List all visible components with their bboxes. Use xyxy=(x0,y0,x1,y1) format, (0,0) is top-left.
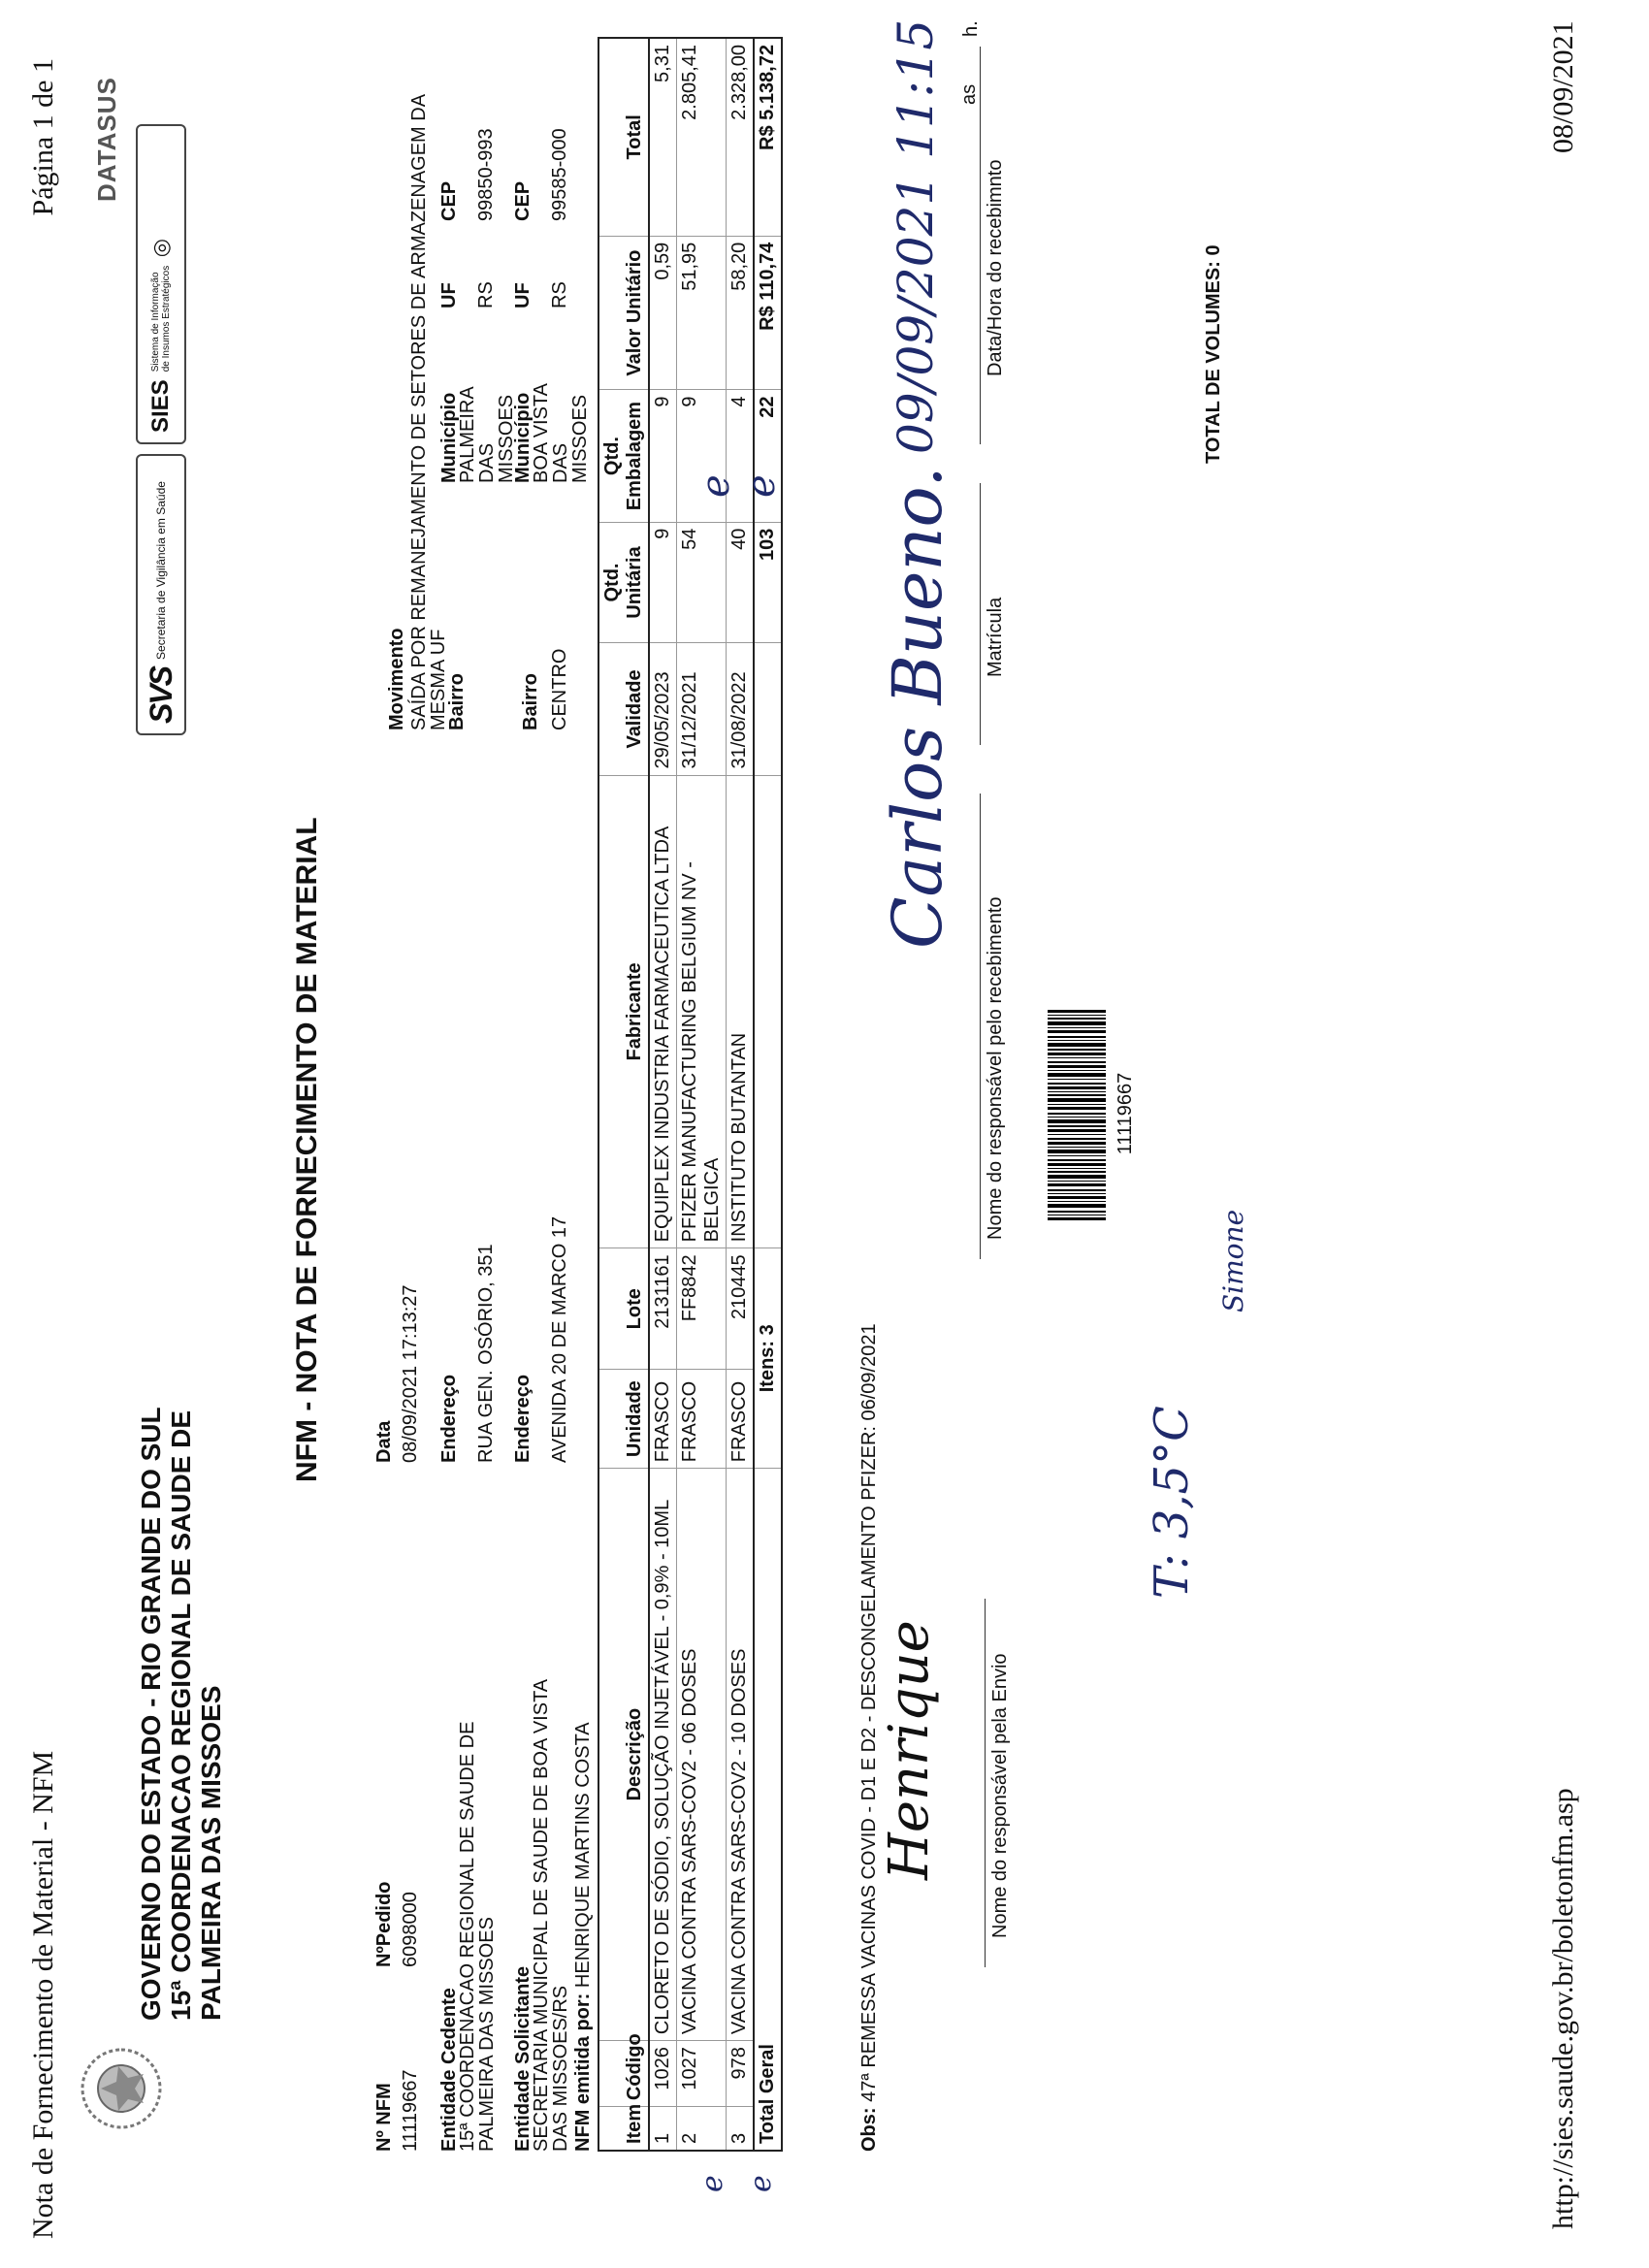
emitida-por xyxy=(572,1722,595,2152)
cell-item: 2 xyxy=(677,2107,727,2151)
handwritten-mark: e xyxy=(694,474,738,498)
movimento-label: Movimento xyxy=(386,628,407,730)
total-empty-cell xyxy=(754,775,782,1248)
barcode xyxy=(1048,1007,1137,1220)
table-row xyxy=(677,38,727,2151)
svs-logo-text: Secretaria de Vigilância em Saúde xyxy=(153,481,168,660)
cell-total: 5,31 xyxy=(649,38,677,236)
col-descricao: Descrição xyxy=(598,1469,649,2041)
data-value: 08/09/2021 17:13:27 xyxy=(400,1284,421,1463)
temperature-handwritten: T: 3,5°C xyxy=(1145,1406,1199,1599)
cell-total: 2.328,00 xyxy=(727,38,755,236)
cell-descricao: VACINA CONTRA SARS-COV2 - 06 DOSES xyxy=(677,1469,727,2041)
barcode-bars xyxy=(1048,1007,1106,1220)
col-item: Item xyxy=(598,2107,649,2151)
cell-qtd-embalagem: 9 xyxy=(677,390,727,522)
recebimento-signature-line xyxy=(980,794,981,1259)
doc-title: Nota de Fornecimento de Material - NFM xyxy=(27,1750,59,2239)
handwritten-mark: e xyxy=(695,2175,729,2192)
cell-unidade: FRASCO xyxy=(677,1370,727,1469)
col-validade: Validade xyxy=(598,643,649,775)
table-header-row xyxy=(598,38,649,2151)
solicitante-cep-label: CEP xyxy=(512,180,534,221)
cedente-bairro-label: Bairro xyxy=(446,673,468,730)
cell-codigo: 1026 xyxy=(649,2041,677,2107)
envio-label: Nome do responsável pela Envio xyxy=(989,1653,1011,1938)
cedente-uf-label: UF xyxy=(438,282,460,308)
emitida-label: NFM emitida por: xyxy=(572,1993,594,2152)
envio-signature-line xyxy=(985,1599,986,1967)
col-lote: Lote xyxy=(598,1248,649,1370)
cell-unidade: FRASCO xyxy=(727,1370,755,1469)
cedente-uf: RS xyxy=(475,281,497,308)
cell-fabricante: EQUIPLEX INDUSTRIA FARMACEUTICA LTDA xyxy=(649,775,677,1248)
handwritten-mark: e xyxy=(739,474,784,498)
sies-logo-text: Sistema de Informação de Insumos Estratégicos xyxy=(150,265,172,373)
cell-codigo: 978 xyxy=(727,2041,755,2107)
cell-valor-unitario: 0,59 xyxy=(649,236,677,390)
solicitante-uf: RS xyxy=(549,281,570,308)
table-row xyxy=(649,38,677,2151)
page-indicator: Página 1 de 1 xyxy=(27,58,59,216)
solicitante-label: Entidade Solicitante xyxy=(512,1965,534,2152)
cell-validade: 31/08/2022 xyxy=(727,643,755,775)
cell-item: 3 xyxy=(727,2107,755,2151)
total-volumes: TOTAL DE VOLUMES: 0 xyxy=(1203,244,1224,464)
col-qtd-unitaria: Qtd. Unitária xyxy=(598,522,649,643)
cell-descricao: VACINA CONTRA SARS-COV2 - 10 DOSES xyxy=(727,1469,755,2041)
footer-date: 08/09/2021 xyxy=(1547,20,1579,153)
solicitante-endereco: AVENIDA 20 DE MARCO 17 xyxy=(549,1215,570,1463)
total-row xyxy=(754,38,782,2151)
cell-valor-unitario: 51,95 xyxy=(677,236,727,390)
matricula-line xyxy=(980,483,981,745)
svs-logo-mark: SVS xyxy=(143,666,178,724)
datasus-logo: DATASUS xyxy=(92,77,121,202)
as-label: as xyxy=(958,83,980,105)
obs-label: Obs: xyxy=(858,2107,880,2152)
cell-item: 1 xyxy=(649,2107,677,2151)
seal-icon: ◎ xyxy=(148,239,173,258)
cell-codigo: 1027 xyxy=(677,2041,727,2107)
col-valor-unitario: Valor Unitário xyxy=(598,236,649,390)
cell-fabricante: INSTITUTO BUTANTAN xyxy=(727,775,755,1248)
org-line-3: PALMEIRA DAS MISSOES xyxy=(196,1685,226,2021)
barcode-number: 11119667 xyxy=(1115,1072,1136,1155)
cell-qtd-unitaria: 9 xyxy=(649,522,677,643)
envio-signature: Henrique xyxy=(878,1620,941,1880)
solicitante-bairro: CENTRO xyxy=(549,648,570,730)
solicitante-value: SECRETARIA MUNICIPAL DE SAUDE DE BOA VISTA DAS MISSOES/RS xyxy=(531,1679,571,2152)
cell-descricao: CLORETO DE SÓDIO, SOLUÇÃO INJETÁVEL - 0,9% - 10ML xyxy=(649,1469,677,2041)
cell-unidade: FRASCO xyxy=(649,1370,677,1469)
table-row xyxy=(727,38,755,2151)
col-unidade: Unidade xyxy=(598,1370,649,1469)
sies-logo-mark: SIES xyxy=(147,379,174,433)
col-fabricante: Fabricante xyxy=(598,775,649,1248)
coat-of-arms-icon xyxy=(78,2045,165,2132)
svs-logo xyxy=(136,454,186,735)
solicitante-endereco-label: Endereço xyxy=(512,1374,534,1463)
solicitante-municipio: BOA VISTA DAS MISSOES xyxy=(531,384,591,483)
obs-text: 47ª REMESSA VACINAS COVID - D1 E D2 - DESCONGELAMENTO PFIZER: 06/09/2021 xyxy=(858,1323,880,2102)
cell-qtd-unitaria: 40 xyxy=(727,522,755,643)
solicitante-cep: 99585-000 xyxy=(549,128,570,221)
cedente-label: Entidade Cedente xyxy=(438,1988,460,2152)
cell-qtd-embalagem: 9 xyxy=(649,390,677,522)
total-geral-value: R$ 5.138,72 xyxy=(754,38,782,236)
cedente-cep-label: CEP xyxy=(438,180,460,221)
recebedor-signature: Carlos Bueno. xyxy=(878,466,957,949)
org-line-1: GOVERNO DO ESTADO - RIO GRANDE DO SUL xyxy=(136,1407,166,2021)
org-line-2: 15ª COORDENACAO REGIONAL DE SAUDE DE xyxy=(166,1409,196,2021)
col-total: Total xyxy=(598,38,649,236)
emitida-value: HENRIQUE MARTINS COSTA xyxy=(572,1722,594,1989)
data-label: Data xyxy=(373,1420,395,1463)
datahora-line xyxy=(980,47,981,444)
cedente-endereco: RUA GEN. OSÓRIO, 351 xyxy=(475,1244,497,1463)
cell-validade: 31/12/2021 xyxy=(677,643,727,775)
cedente-municipio-label: Município xyxy=(438,392,460,483)
pedido-label: NºPedido xyxy=(373,1881,395,1967)
col-qtd-embalagem: Qtd. Embalagem xyxy=(598,390,649,522)
solicitante-bairro-label: Bairro xyxy=(520,673,541,730)
cell-validade: 29/05/2023 xyxy=(649,643,677,775)
h-label: h. xyxy=(960,20,982,37)
pedido-value: 6098000 xyxy=(400,1892,421,1967)
cell-lote: FF8842 xyxy=(677,1248,727,1370)
sies-logo xyxy=(136,124,186,444)
total-geral-label: Total Geral xyxy=(754,1469,782,2151)
cedente-municipio: PALMEIRA DAS MISSOES xyxy=(457,387,517,483)
datahora-label: Data/Hora do recebimnto xyxy=(985,159,1006,376)
total-qtd-embalagem: 22 xyxy=(754,390,782,522)
nfm-label: Nº NFM xyxy=(373,2083,395,2152)
col-codigo: Código xyxy=(598,2041,649,2107)
itens-count: Itens: 3 xyxy=(754,1248,782,1469)
cell-total: 2.805,41 xyxy=(677,38,727,236)
cell-qtd-embalagem: 4 xyxy=(727,390,755,522)
cell-valor-unitario: 58,20 xyxy=(727,236,755,390)
cell-qtd-unitaria: 54 xyxy=(677,522,727,643)
solicitante-municipio-label: Município xyxy=(512,392,534,483)
footer-url: http://sies.saude.gov.br/boletonfm.asp xyxy=(1547,1788,1579,2229)
temperature-name-handwritten: Simone xyxy=(1217,1209,1249,1312)
total-valor-unitario: R$ 110,74 xyxy=(754,236,782,390)
cell-fabricante: PFIZER MANUFACTURING BELGIUM NV - BELGICA xyxy=(677,775,727,1248)
items-table xyxy=(598,37,783,2152)
total-empty-cell xyxy=(754,643,782,775)
handwritten-mark: e xyxy=(744,2175,778,2192)
total-qtd-unitaria: 103 xyxy=(754,522,782,643)
organization-name xyxy=(136,1407,226,2021)
cell-lote: 2131161 xyxy=(649,1248,677,1370)
nfm-value: 11119667 xyxy=(400,2069,421,2152)
solicitante-uf-label: UF xyxy=(512,282,534,308)
cedente-endereco-label: Endereço xyxy=(438,1374,460,1463)
page-title: NFM - NOTA DE FORNECIMENTO DE MATERIAL xyxy=(291,817,323,1482)
recebimento-label: Nome do responsável pelo recebimento xyxy=(985,896,1006,1240)
cell-lote: 210445 xyxy=(727,1248,755,1370)
datahora-handwritten: 09/09/2021 11:15 xyxy=(888,18,944,454)
cedente-cep: 99850-993 xyxy=(475,128,497,221)
movimento-value: SAÍDA POR REMANEJAMENTO DE SETORES DE ARMAZENAGEM DA MESMA UF xyxy=(408,95,449,730)
cedente-value: 15ª COORDENACAO REGIONAL DE SAUDE DE PALMEIRA DAS MISSOES xyxy=(457,1721,498,2152)
matricula-label: Matrícula xyxy=(985,597,1006,677)
